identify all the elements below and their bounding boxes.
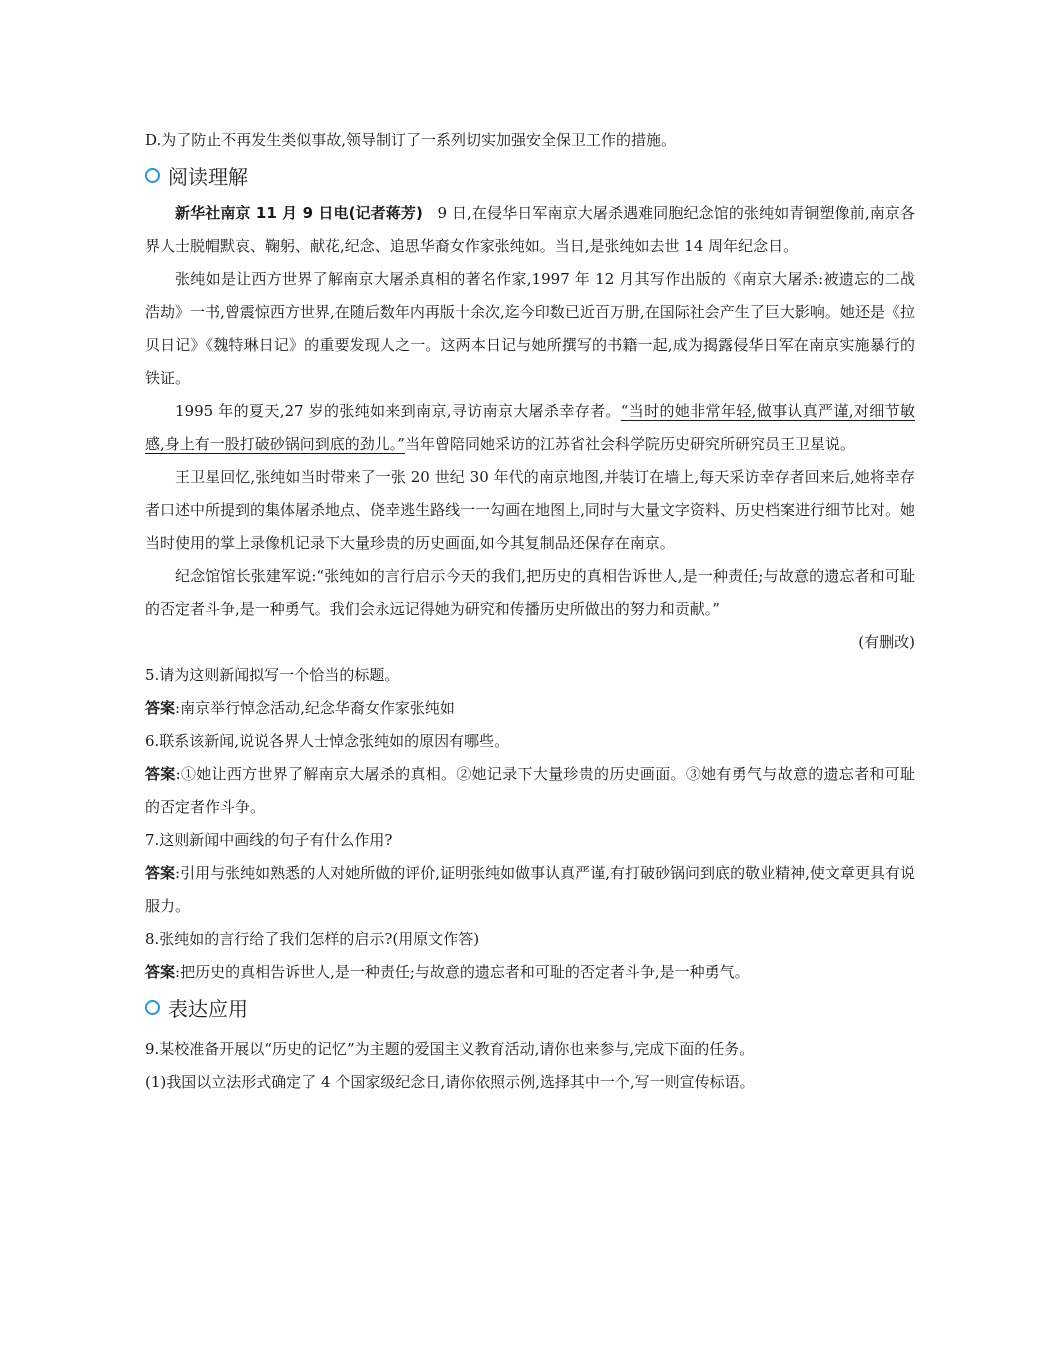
paragraph-3-end: 当年曾陪同她采访的江苏省社会科学院历史研究所研究员王卫星说。 bbox=[404, 435, 855, 453]
section-title-expression: 表达应用 bbox=[168, 996, 248, 1021]
question-5: 5.请为这则新闻拟写一个恰当的标题。 bbox=[145, 666, 400, 684]
underlined-quote: “当时的她非常年轻,做事认真严谨,对细节敏感,身上有一股打破砂锅问到底的劲儿。” bbox=[145, 402, 915, 453]
answer-8 bbox=[145, 956, 915, 989]
article-paragraph-3 bbox=[145, 395, 915, 461]
answer-6 bbox=[145, 758, 915, 824]
article-paragraph-5: 纪念馆馆长张建军说:“张纯如的言行启示今天的我们,把历史的真相告诉世人,是一种责任;与故意的遗忘者和可耻的否定者斗争,是一种勇气。我们会永远记得她为研究和传播历史所做出的努力和贡献。” bbox=[145, 567, 915, 618]
answer-text: :引用与张纯如熟悉的人对她所做的评价,证明张纯如做事认真严谨,有打破砂锅问到底的敬业精神,使文章更具有说服力。 bbox=[145, 864, 915, 915]
answer-5 bbox=[145, 692, 915, 725]
section-title-reading: 阅读理解 bbox=[168, 164, 248, 189]
dateline: 新华社南京 11 月 9 日电(记者蒋芳) bbox=[175, 204, 423, 222]
section-expression bbox=[145, 989, 915, 1025]
question-9: 9.某校准备开展以“历史的记忆”为主题的爱国主义教育活动,请你也来参与,完成下面的任务。 bbox=[145, 1040, 755, 1058]
questions bbox=[145, 659, 915, 989]
answer-text: :南京举行悼念活动,纪念华裔女作家张纯如 bbox=[175, 699, 455, 717]
article-paragraph-2: 张纯如是让西方世界了解南京大屠杀真相的著名作家,1997 年 12 月其写作出版的《南京大屠杀:被遗忘的二战浩劫》一书,曾震惊西方世界,在随后数年内再版十余次,迄今印数已近百万册,在国际社会产生了巨大影响。她还是《拉贝日记》《魏特琳日记》的重要发现人之一。这两本日记与她所撰写的书籍一起,成为揭露侵华日军在南京实施暴行的铁证。 bbox=[145, 270, 915, 387]
answer-label: 答案 bbox=[145, 765, 176, 783]
option-d: D.为了防止不再发生类似事故,领导制订了一系列切实加强安全保卫工作的措施。 bbox=[145, 131, 677, 149]
article-paragraph-4: 王卫星回忆,张纯如当时带来了一张 20 世纪 30 年代的南京地图,并装订在墙上,每天采访幸存者回来后,她将幸存者口述中所提到的集体屠杀地点、侥幸逃生路线一一勾画在地图上,同时与大量文字资料、历史档案进行细节比对。她当时使用的掌上录像机记录下大量珍贵的历史画面,如今其复制品还保存在南京。 bbox=[145, 468, 915, 552]
answer-label: 答案 bbox=[145, 963, 176, 981]
answer-7 bbox=[145, 857, 915, 923]
article bbox=[145, 197, 915, 659]
question-6: 6.联系该新闻,说说各界人士悼念张纯如的原因有哪些。 bbox=[145, 732, 510, 750]
article-paragraph-1 bbox=[145, 197, 915, 263]
paragraph-3-start: 1995 年的夏天,27 岁的张纯如来到南京,寻访南京大屠杀幸存者。 bbox=[175, 402, 621, 420]
question-7: 7.这则新闻中画线的句子有什么作用? bbox=[145, 831, 393, 849]
document-page bbox=[145, 124, 915, 1099]
circle-bullet-icon bbox=[145, 168, 160, 183]
paragraph-1-text: 9 日,在侵华日军南京大屠杀遇难同胞纪念馆的张纯如青铜塑像前,南京各界人士脱帽默哀、鞠躬、献花,纪念、追思华裔女作家张纯如。当日,是张纯如去世 14 周年纪念日。 bbox=[145, 204, 915, 255]
circle-bullet-icon bbox=[145, 1000, 160, 1015]
answer-text: :把历史的真相告诉世人,是一种责任;与故意的遗忘者和可耻的否定者斗争,是一种勇气。 bbox=[175, 963, 750, 981]
answer-text: :①她让西方世界了解南京大屠杀的真相。②她记录下大量珍贵的历史画面。③她有勇气与故意的遗忘者和可耻的否定者作斗争。 bbox=[145, 765, 915, 816]
question-9-part-1: (1)我国以立法形式确定了 4 个国家级纪念日,请你依照示例,选择其中一个,写一则宣传标语。 bbox=[145, 1073, 755, 1091]
answer-label: 答案 bbox=[145, 864, 176, 882]
answer-label: 答案 bbox=[145, 699, 176, 717]
question-8: 8.张纯如的言行给了我们怎样的启示?(用原文作答) bbox=[145, 930, 480, 948]
edit-note: (有删改) bbox=[858, 633, 915, 651]
section-reading bbox=[145, 157, 915, 193]
